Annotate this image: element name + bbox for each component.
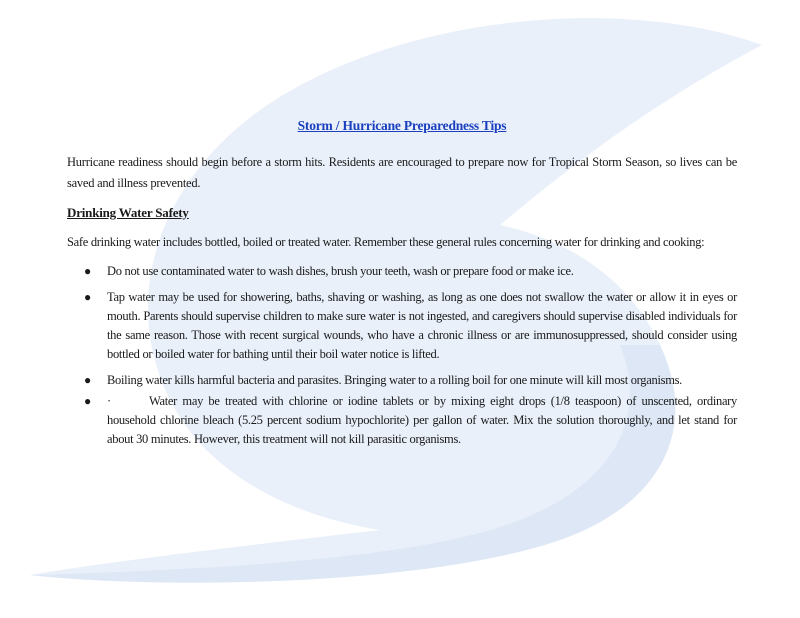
bullet-icon: ● (84, 264, 91, 278)
bullet-icon: ● (84, 394, 91, 408)
list-item (67, 371, 737, 390)
section-heading: Drinking Water Safety (67, 205, 189, 220)
list-item-text: Water may be treated with chlorine or iodine tablets or by mixing eight drops (1/8 teaspoon) of unscented, ordinary household chlorine bleach (5.25 percent sodium hypochlorite) per gallon of water. Mix the solution thoroughly, and let stand for about 30 minutes. However, this treatment will not kill parasitic organisms. (107, 394, 737, 446)
lead-paragraph: Safe drinking water includes bottled, boiled or treated water. Remember these general rules concerning water for drinking and cooking: (67, 235, 705, 249)
list-item-text: Tap water may be used for showering, baths, shaving or washing, as long as one does not swallow the water or allow it in eyes or mouth. Parents should supervise children to make sure water is not ingested, and caregivers should supervise disabled individuals for the same reason. Those with recent surgical wounds, who have a chronic illness or are immunosuppressed, should consider using bottled or boiled water for bathing until their boil water notice is lifted. (107, 290, 737, 361)
bullet-icon: ● (84, 373, 91, 387)
bullet-icon: ● (84, 290, 91, 304)
document-body (67, 118, 737, 456)
list-item-prefix: · (107, 394, 111, 408)
list-item (67, 288, 737, 364)
list-item-text: Do not use contaminated water to wash dishes, brush your teeth, wash or prepare food or make ice. (107, 264, 574, 278)
list-item-text: Boiling water kills harmful bacteria and parasites. Bringing water to a rolling boil for one minute will kill most organisms. (107, 373, 683, 387)
list-item (67, 262, 737, 281)
intro-paragraph: Hurricane readiness should begin before a storm hits. Residents are encouraged to prepare now for Tropical Storm Season, so lives can be saved and illness prevented. (67, 155, 737, 190)
list-item (67, 392, 737, 449)
page-title: Storm / Hurricane Preparedness Tips (297, 118, 507, 133)
water-rules-list (67, 262, 737, 449)
